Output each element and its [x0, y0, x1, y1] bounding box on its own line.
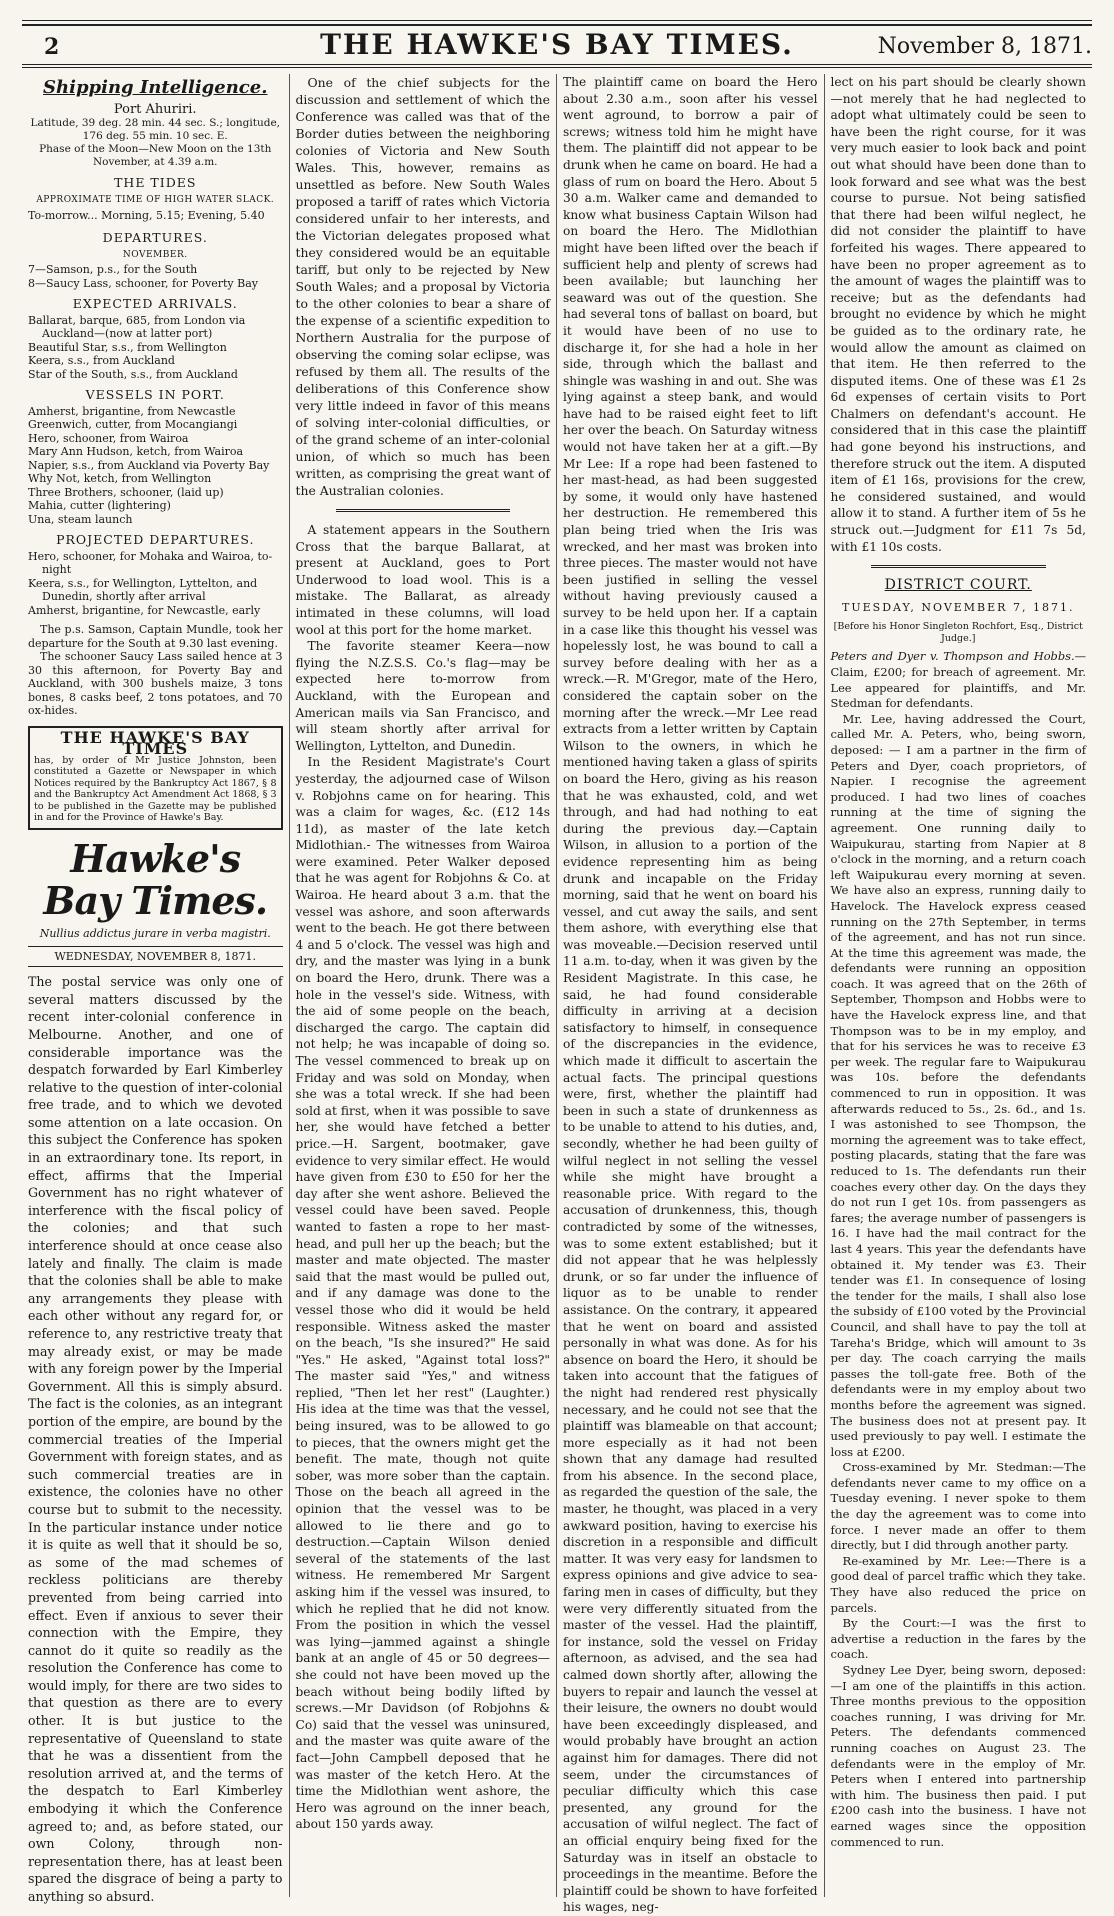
in-port-list [28, 405, 283, 527]
top-rule [22, 20, 1092, 21]
list-item: Greenwich, cutter, from Mocangiangi [28, 418, 238, 432]
case-title: Peters and Dyer v. Thompson and Hobbs. [830, 649, 1075, 664]
column-2 [290, 74, 558, 1897]
case-text: —Claim, £200; for breach of agreement. Mr. Lee appeared for plaintiffs, and Mr. Stedman for defendants. [830, 649, 1086, 711]
list-item: Three Brothers, schooner, (laid up) [28, 485, 224, 499]
tides-line: To-morrow... Morning, 5.15; Evening, 5.40 [28, 209, 265, 223]
expected-title: EXPECTED ARRIVALS. [72, 296, 238, 312]
list-item: Ballarat, barque, 685, from London via Auckland—(now at latter port) [28, 313, 246, 341]
section-divider [336, 509, 511, 512]
ballarat-paragraph: A statement appears in the Southern Cross that the barque Ballarat, at present at Auckland, goes to Port Underwood to load wool. This is a mistake. The Ballarat, as already intimated in these columns, will load wool at this port for the home market. [295, 523, 550, 637]
lat-long: Latitude, 39 deg. 28 min. 44 sec. S.; longitude, 176 deg. 55 min. 10 sec. E. [30, 117, 281, 143]
list-item: 8—Saucy Lass, schooner, for Poverty Bay [28, 276, 258, 290]
paper-title: THE HAWKE'S BAY TIMES. [320, 28, 794, 61]
hero-testimony: The plaintiff came on board the Hero about 2.30 a.m., soon after his vessel went aground, to borrow a pair of screws; witness told him he might have them. The plaintiff did not appear to be drunk when he came on board. He had a glass of rum on board the Hero. About 5 30 a.m. Walker came and demanded to know what business Captain Wilson had on board the Hero. The Midlothian might have been lifted over the beach if sufficient help and plenty of screws had been available; but launching her seaward was out of the question. She had several tons of ballast on board, but it would have been of no use to discharge it, for she had a hole in her side, through which the ballast and shingle was washing in and out. She was lying against a steep bank, and would have had to be raised eight feet to lift her over the beach. On Saturday witness would not have taken her at a gift.—By Mr Lee: If a rope had been fastened to her mast-head, as had been suggested by some, it would only have hastened her destruction. He remembered this plan being tried when the Iris was wrecked, and her mast was broken into three pieces. The master would not have been justified in selling the vessel without having previously caused a survey to be held upon her. If a captain in a case like this thought his vessel was hopelessly lost, he was bound to call a survey before dealing with her as a wreck.—R. M'Gregor, mate of the Hero, considered the captain sober on the morning after the wreck.—Mr Lee read extracts from a letter written by Captain Wilson to the owners, in which he mentioned having taken a glass of spirits on board the Hero, giving as his reason that he was exhausted, cold, and wet through, and had had nothing to eat during the previous day.—Captain Wilson, in allusion to a portion of the evidence representing him as being drunk and incapable on the Friday morning, said that he went on board his vessel, and cut away the sails, and sent them ashore, with everything else that was moveable.—Decision reserved until 11 a.m. to-day, when it was given by the Resident Magistrate. In this case, he said, he had found considerable difficulty in arriving at a decision satisfactory to himself, in consequence of the discrepancies in the evidence, which made it difficult to ascertain the actual facts. The principal questions were, first, whether the plaintiff had been in such a state of drunkenness as to be unable to attend to his duties, and, secondly, whether he had been guilty of wilful neglect in not selling the vessel while she might have brought a reasonable price. With regard to the accusation of drunkenness, this, though contradicted by some of the witnesses, was to some extent established; but it did not appear that he was helplessly drunk, or so far under the influence of liquor as to be unable to render assistance. On the contrary, it appeared that he went on board and assisted personally in what was done. As for his absence on board the Hero, it should be taken into account that the fatigues of the night had rendered rest physically necessary, and he could not see that the plaintiff was blameable on that account; more especially as it had not been shown that any damage had resulted from his absence. In the second place, as regarded the question of the sale, the master, he thought, was placed in a very awkward position, having to exercise his discretion in a responsible and difficult matter. It was very easy for landsmen to express opinions and give advice to sea-faring men in cases of difficulty, but they were very differently situated from the master of the vessel. Had the plaintiff, for instance, sold the vessel on Friday afternoon, as advised, and the sea had calmed down shortly after, allowing the buyers to repair and launch the vessel at their leisure, the owners no doubt would have been exceedingly displeased, and would probably have brought an action against him for damages. There did not seem, under the circumstances of peculiar difficulty which this case presented, any ground for the accusation of wilful neglect. The fact of an official enquiry being fixed for the Saturday was in itself an obstacle to proceedings in the meantime. Before the plaintiff could be shown to have forfeited his wages, neg- [563, 75, 818, 1915]
notice-title: THE HAWKE'S BAY TIMES [60, 727, 250, 759]
masthead-rule [22, 64, 1092, 65]
tides-title: THE TIDES [114, 175, 197, 191]
list-item: Amherst, brigantine, from Newcastle [28, 404, 236, 418]
paper-nameplate: Hawke's Bay Times. [43, 835, 268, 923]
list-item: Napier, s.s., from Auckland via Poverty Bay [28, 458, 270, 472]
court-date: TUESDAY, NOVEMBER 7, 1871. [842, 600, 1075, 614]
departures-list [28, 263, 283, 290]
column-3 [557, 74, 825, 1915]
court-case-paragraph: In the Resident Magistrate's Court yesterday, the adjourned case of Wilson v. Robjohns came on for hearing. This was a claim for wages, &c. (£12 14s 11d), as master of the late ketch Midlothian.- The witnesses from Wairoa were examined. Peter Walker deposed that he was agent for Robjohns & Co. at Wairoa. He heard about 3 a.m. that the vessel was ashore, and soon afterwards went to the beach. He got there between 4 and 5 o'clock. The vessel was high and dry, and the master was lying in a bunk on board the Hero, drunk. There was a hole in the vessel's side. Witness, with the aid of some people on the beach, discharged the cargo. The captain did not help; he was incapable of doing so. The vessel commenced to break up on Friday and was sold on Monday, when she was a total wreck. If she had been sold at first, when it was possible to save her, she would have fetched a better price.—H. Sargent, bootmaker, gave evidence to very similar effect. He would have given from £30 to £50 for her the day after she went ashore. Believed the vessel could have been saved. People wanted to fasten a rope to her mast-head, and pull her up the beach; but the master and mate objected. The master said that the mast would be pulled out, and if any damage was done to the vessel those who did it would be held responsible. Witness asked the master on the beach, "Is she insured?" He said "Yes." He asked, "Against total loss?" The master said "Yes," and witness replied, "Then let her rest" (Laughter.) His idea at the time was that the vessel, being insured, was to be allowed to go to pieces, that the owners might get the benefit. The mate, though not quite sober, was more sober than the captain. Those on the beach all agreed in the opinion that the vessel was to be allowed to lie there and go to destruction.—Captain Wilson denied several of the statements of the last witness. He remembered Mr Sargent asking him if the vessel was insured, to which he replied that he did not know. From the position in which the vessel was lying—jammed against a shingle bank at an angle of 45 or 50 degrees—she could not have been moved up the beach without being bodily lifted by screws.—Mr Davidson (of Robjohns & Co) said that the vessel was uninsured, and the master was quite aware of the fact—John Campbell deposed that he was master of the ketch Hero. At the time the Midlothian went ashore, the Hero was aground on the inner beach, about 150 yards away. [295, 755, 550, 1832]
notice-text: has, by order of Mr Justice Johnston, been constituted a Gazette or Newspaper in which Notices required by the Bankruptcy Act 1867, § 8 and the Bankruptcy Act Amendment Act 1868, § 3 to be published in the Gazette may be published in and for the Province of Hawke's Bay. [34, 754, 277, 824]
list-item: Hero, schooner, from Wairoa [28, 431, 189, 445]
port-name: Port Ahuriri. [113, 101, 197, 117]
motto: Nullius addictus jurare in verba magistri. [39, 926, 271, 940]
list-item: Beautiful Star, s.s., from Wellington [28, 340, 227, 354]
saucy-lass-paragraph: The schooner Saucy Lass sailed hence at 3 30 this afternoon, for Poverty Bay and Auckland, with 300 bushels maize, 3 tons bones, 8 casks beef, 2 tons potatoes, and 70 ox-hides. [28, 650, 283, 718]
edition-dateline: WEDNESDAY, NOVEMBER 8, 1871. [28, 946, 283, 968]
in-port-title: VESSELS IN PORT. [85, 387, 225, 403]
list-item: Star of the South, s.s., from Auckland [28, 367, 238, 381]
masthead [22, 28, 1092, 68]
columns [22, 74, 1092, 1915]
tides-subtitle: APPROXIMATE TIME OF HIGH WATER SLACK. [36, 194, 275, 205]
dyer-deposition: Sydney Lee Dyer, being sworn, deposed:—I am one of the plaintiffs in this action. Three months previous to the opposition coaches running, I was driving for Mr. Peters. The defendants commenced running coaches on August 23. The defendants were in the employ of Mr. Peters when I entered into partnership with him. The business then paid. I put £200 cash into the business. I have not earned wages since the opposition commenced to run. [830, 1663, 1086, 1849]
projected-list [28, 550, 283, 618]
moon-phase: Phase of the Moon—New Moon on the 13th November, at 4.39 a.m. [39, 143, 272, 169]
section-divider [871, 565, 1047, 568]
case-heading [831, 649, 1087, 711]
top-rule-thick [22, 24, 1092, 26]
samson-paragraph: The p.s. Samson, Captain Mundle, took her departure for the South at 9.30 last evening. [28, 623, 283, 650]
re-examination: Re-examined by Mr. Lee:—There is a good deal of parcel traffic which they take. They have also reduced the price on parcels. [830, 1553, 1086, 1615]
conference-paragraph: One of the chief subjects for the discussion and settlement of which the Conference was called was that of the Border duties between the neighboring colonies of Victoria and New South Wales. This, however, remains as unsettled as before. New South Wales proposed a tariff of rates which Victoria considered unfair to her interests, and the Victorian delegates proposed what they considered would be an equitable tariff, but only to be rejected by New South Wales; and a proposal by Victoria to the other colonies to bear a share of the expense of a scientific expedition to Northern Australia for the purpose of observing the coming solar eclipse, was refused by them all. The results of the deliberations of this Conference show very little indeed in favor of this means of solving inter-colonial difficulties, or of the grand scheme of an inter-colonial union, of which so much has been written, as comprising the great want of the Australian colonies. [295, 75, 550, 498]
expected-list [28, 314, 283, 382]
masthead-rule-2 [22, 67, 1092, 68]
list-item: Mary Ann Hudson, ketch, from Wairoa [28, 445, 244, 459]
list-item: 7—Samson, p.s., for the South [28, 263, 198, 277]
cross-examination: Cross-examined by Mr. Stedman:—The defendants never came to my office on a Tuesday evening. I never spoke to them the day the agreement was to come into force. I never made an offer to them directly, but I did through another party. [830, 1460, 1086, 1553]
issue-date: November 8, 1871. [877, 34, 1092, 59]
departures-month: NOVEMBER. [122, 249, 188, 260]
district-court-title: DISTRICT COURT. [884, 577, 1032, 594]
list-item: Keera, s.s., for Wellington, Lyttelton, and Dunedin, shortly after arrival [28, 576, 258, 604]
column-1 [22, 74, 290, 1904]
list-item: Mahia, cutter (lightering) [28, 499, 171, 513]
projected-title: PROJECTED DEPARTURES. [56, 532, 255, 548]
list-item: Why Not, ketch, from Wellington [28, 472, 212, 486]
by-the-court: By the Court:—I was the first to advertise a reduction in the fares by the coach. [830, 1616, 1086, 1662]
list-item: Una, steam launch [28, 512, 133, 526]
shipping-title: Shipping Intelligence. [43, 77, 268, 98]
column-4 [825, 74, 1093, 1897]
list-item: Keera, s.s., from Auckland [28, 354, 175, 368]
page-number: 2 [44, 34, 60, 60]
editorial-text: The postal service was only one of several matters discussed by the recent inter-colonial conference in Melbourne. Another, and one of considerable importance was the despatch forwarded by Earl Kimberley relative to the question of inter-colonial free trade, and to which we devoted some attention on a late occasion. On this subject the Conference has spoken in an extraordinary tone. Its report, in effect, affirms that the Imperial Government has no right whatever of interference with the fiscal policy of the colonies; and that such interference should at once cease also lately and finally. The claim is made that the colonies shall be able to make any arrangements they please with each other without any regard for, or reference to, any restrictive treaty that may already exist, or may be made with any foreign power by the Imperial Government. All this is simply absurd. The fact is the colonies, as an integrant portion of the empire, are bound by the commercial treaties of the Imperial Government with foreign states, and as such commercial treaties are in existence, the colonies have no other course but to submit to the necessity. In the particular instance under notice it is quite as well that it should be so, as some of the mad schemes of reckless politicians are thereby prevented from being carried into effect. Even if anxious to sever their connection with the Empire, they cannot do it quite so readily as the resolution the Conference has come to would imply, for there are two sides to that question as there are to every other. It is but justice to the representative of Queensland to state that he was a dissentient from the resolution arrived at, and the terms of the despatch to Earl Kimberley embodying it which the Conference agreed to; and, as before stated, our own Colony, through non-representation there, has at least been spared the disgrace of being a party to anything so absurd. [28, 974, 283, 1904]
peters-deposition: Mr. Lee, having addressed the Court, called Mr. A. Peters, who, being sworn, deposed: — I am a partner in the firm of Peters and Dyer, coach proprietors, of Napier. I recognise the agreement produced. I had two lines of coaches running at the time of signing the agreement. One running daily to Waipukurau, starting from Napier at 8 o'clock in the morning, and a return coach left Waipukurau every morning at seven. We have also an express, running daily to Havelock. The Havelock express ceased running on the 27th September, in terms of the agreement, and has not run since. At the time this agreement was made, the defendants were running an opposition coach. It was agreed that on the 26th of September, Thompson and Hobbs were to have the Havelock express line, and that Thompson was to be in my employ, and that for his services he was to receive £3 per week. The regular fare to Waipukurau was 10s. before the defendants commenced to run in opposition. It was afterwards reduced to 5s., 2s. 6d., and 1s. I was astonished to see Thompson, the morning the agreement was to take effect, posting placards, stating that the fare was reduced to 1s. The defendants run their coaches every other day. On the days they do not run I get 10s. from passengers as fares; the average number of passengers is 16. I have had the mail contract for the last 4 years. This year the defendants have obtained it. My tender was £3. Their tender was £1. In consequence of losing the tender for the mails, I shall also lose the subsidy of £100 voted by the Provincial Council, and shall have to pay the toll at Tareha's Bridge, which will amount to 3s per day. The coach carrying the mails passes the toll-gate free. Both of the defendants were in my employ about two months before the agreement was signed. The business does not at present pay. It used previously to pay well. I estimate the loss at £200. [830, 711, 1086, 1459]
court-note: [Before his Honor Singleton Rochfort, Esq., District Judge.] [833, 621, 1083, 645]
judgment-paragraph: lect on his part should be clearly shown—not merely that he had neglected to adopt what ultimately could be seen to have been the right course, for it was very much easier to look back and point out what should have been done than to look forward and see what was the best course to pursue. Not being satisfied that there had been wilful neglect, he did not consider the plaintiff to have forfeited his wages. There appeared to have been no proper agreement as to the amount of wages the plaintiff was to receive; but as the defendants had brought no evidence by which he might be guided as to the ordinary rate, he would allow the amount as claimed on that item. He then referred to the disputed items. One of these was £1 2s 6d expenses of certain visits to Port Chalmers on defendant's account. He considered that in this case the plaintiff had gone beyond his instructions, and therefore struck out the item. A disputed item of £1 16s, provisions for the crew, he considered sustained, and would allow it to stand. A further item of 5s he struck out.—Judgment for £11 7s 5d, with £1 10s costs. [830, 75, 1086, 554]
departures-title: DEPARTURES. [102, 229, 208, 245]
list-item: Hero, schooner, for Mohaka and Wairoa, to-night [28, 549, 273, 577]
keera-paragraph: The favorite steamer Keera—now flying the N.Z.S.S. Co.'s flag—may be expected here to-morrow from Auckland, with the European and American mails via San Francisco, and will steam shortly after arrival for Wellington, Lyttelton, and Dunedin. [295, 639, 550, 753]
gazette-notice [28, 726, 283, 830]
list-item: Amherst, brigantine, for Newcastle, early [28, 603, 261, 617]
